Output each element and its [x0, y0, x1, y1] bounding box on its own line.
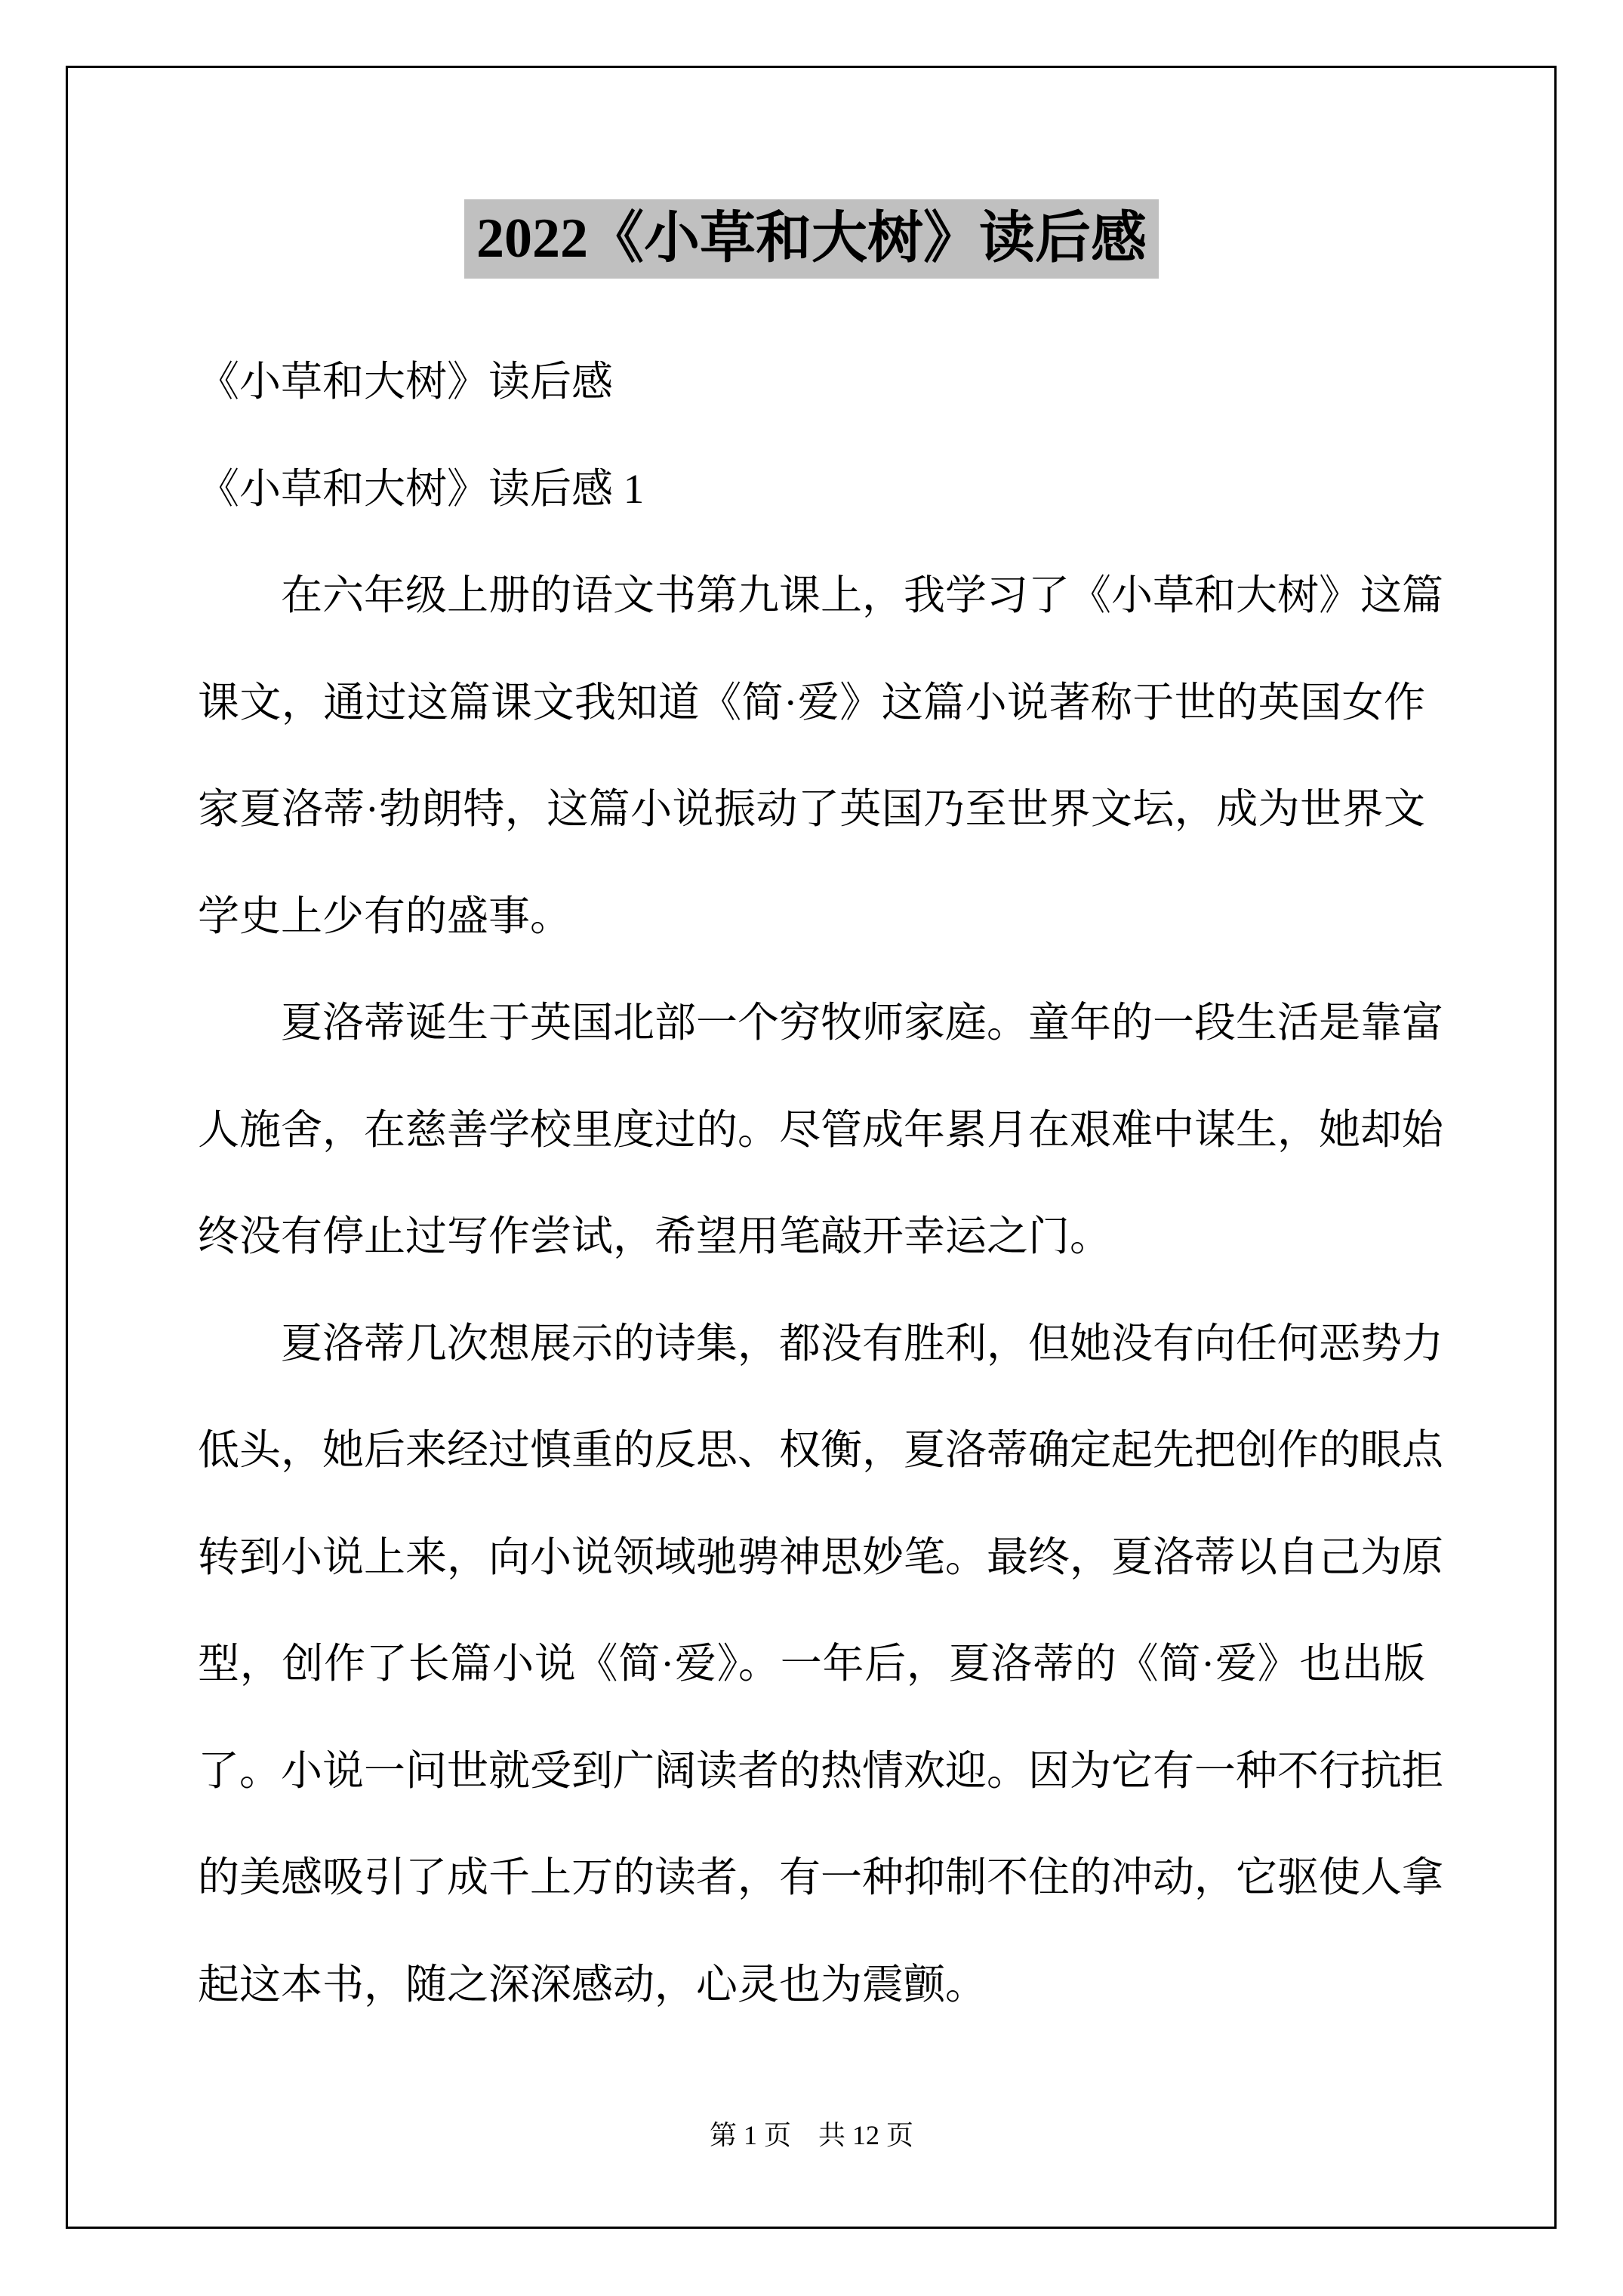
text-line: 夏洛蒂几次想展示的诗集，都没有胜利，但她没有向任何恶势力 [281, 1320, 1444, 1367]
text-line: 人施舍，在慈善学校里度过的。尽管成年累月在艰难中谋生，她却始 [198, 1106, 1444, 1153]
document-title: 2022《小草和大树》读后感 [464, 199, 1159, 279]
page-number: 第 1 页 共 12 页 [709, 2120, 913, 2150]
document-body [198, 328, 1444, 2038]
text-line: 课文，通过这篇课文我知道《简·爱》这篇小说著称于世的英国女作 [198, 679, 1425, 726]
text-line: 夏洛蒂诞生于英国北部一个穷牧师家庭。童年的一段生活是靠富 [281, 1000, 1444, 1046]
text-line: 起这本书，随之深深感动，心灵也为震颤。 [198, 1961, 987, 2008]
text-line: 家夏洛蒂·勃朗特，这篇小说振动了英国乃至世界文坛，成为世界文 [198, 786, 1425, 832]
text-line: 在六年级上册的语文书第九课上，我学习了《小草和大树》这篇 [281, 572, 1444, 618]
page-footer [198, 2114, 1425, 2156]
text-line: 《小草和大树》读后感 1 [198, 465, 645, 512]
text-line: 的美感吸引了成千上万的读者，有一种抑制不住的冲动，它驱使人拿 [198, 1854, 1444, 1900]
text-line: 终没有停止过写作尝试，希望用笔敲开幸运之门。 [198, 1213, 1112, 1259]
text-line: 转到小说上来，向小说领域驰骋神思妙笔。最终，夏洛蒂以自己为原 [198, 1533, 1444, 1580]
text-line: 《小草和大树》读后感 [198, 359, 614, 405]
text-line: 低头，她后来经过慎重的反思、权衡，夏洛蒂确定起先把创作的眼点 [198, 1427, 1444, 1473]
text-line: 型，创作了长篇小说《简·爱》。一年后，夏洛蒂的《简·爱》也出版 [198, 1641, 1425, 1687]
title-row [198, 199, 1425, 279]
text-line: 了。小说一问世就受到广阔读者的热情欢迎。因为它有一种不行抗拒 [198, 1747, 1444, 1794]
text-line: 学史上少有的盛事。 [198, 892, 572, 939]
